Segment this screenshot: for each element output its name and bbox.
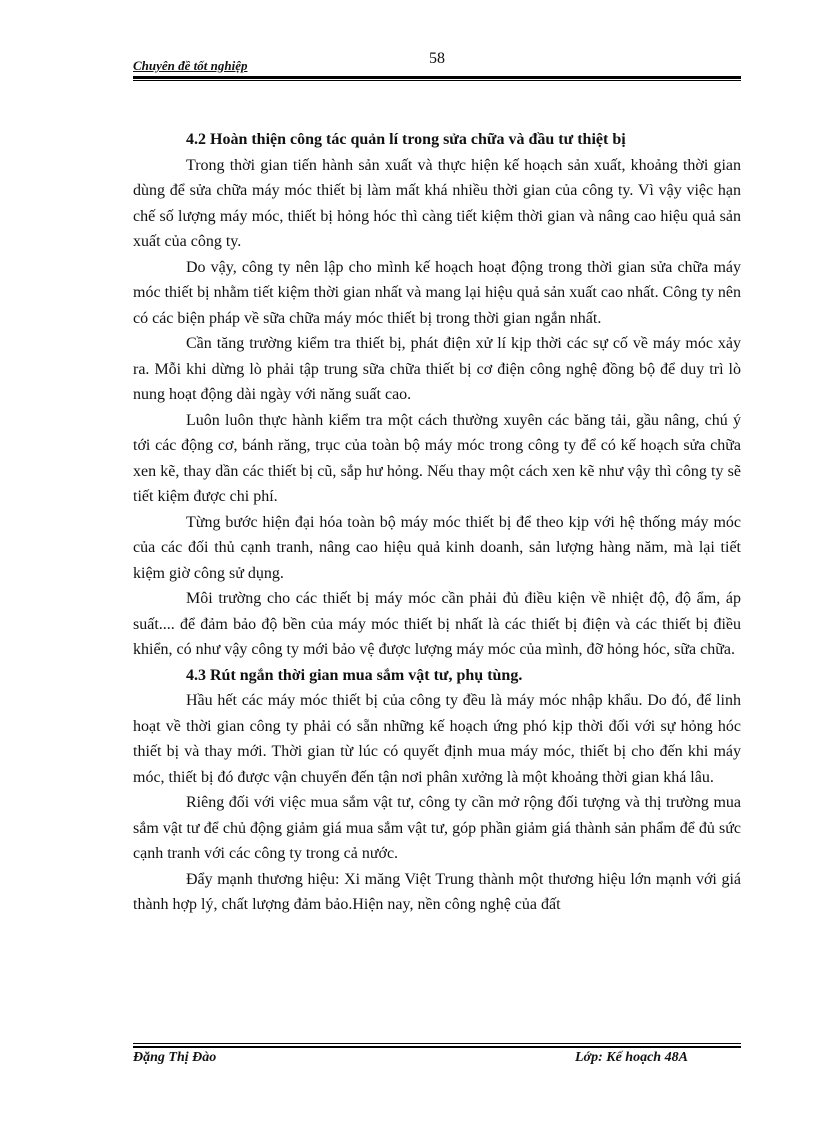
header-rule bbox=[133, 76, 741, 79]
paragraph: Từng bước hiện đại hóa toàn bộ máy móc thiết bị để theo kịp với hệ thống máy móc của các đối thủ cạnh tranh, nâng cao hiệu quả kinh doanh, sản lượng hàng năm, mà lại tiết kiệm giờ công sử dụng. bbox=[133, 513, 741, 582]
section-heading-4-2: 4.2 Hoàn thiện công tác quản lí trong sửa chữa và đầu tư thiệt bị bbox=[186, 131, 626, 148]
paragraph: Riêng đối với việc mua sắm vật tư, công ty cần mở rộng đối tượng và thị trường mua sắm vật tư để chủ động giảm giá mua sắm vật tư, góp phần giảm giá thành sản phẩm để đủ sức cạnh tranh với các công ty trong cả nước. bbox=[133, 794, 741, 862]
section-heading-4-3: 4.3 Rút ngắn thời gian mua sắm vật tư, phụ tùng. bbox=[186, 666, 523, 684]
footer-rule bbox=[133, 1046, 741, 1048]
footer-author: Đặng Thị Đào bbox=[133, 1050, 217, 1065]
paragraph: Luôn luôn thực hành kiểm tra một cách thường xuyên các băng tải, gầu nâng, chú ý tới các động cơ, bánh răng, trục của toàn bộ máy móc trong công ty để có kế hoạch sửa chữa xen kẽ, thay dần các thiết bị cũ, sắp hư hỏng. Nếu thay một cách xen kẽ như vậy thì công ty sẽ tiết kiệm được chi phí. bbox=[133, 411, 741, 505]
paragraph: Đẩy mạnh thương hiệu: Xi măng Việt Trung thành một thương hiệu lớn mạnh với giá thành hợp lý, chất lượng đảm bảo.Hiện nay, nền công nghệ của đất bbox=[133, 870, 741, 913]
page-number: 58 bbox=[429, 50, 445, 67]
header-rule-thin bbox=[133, 80, 741, 81]
footer-rule-thin bbox=[133, 1043, 741, 1044]
paragraph: Hầu hết các máy móc thiết bị của công ty đều là máy móc nhập khẩu. Do đó, để linh hoạt về thời gian công ty phải có sẵn những kế hoạch ứng phó kịp thời đối với sự hỏng hóc thiết bị và thay mới. Thời gian từ lúc có quyết định mua máy móc, thiết bị cho đến khi máy móc, thiết bị đó được vận chuyển đến tận nơi phân xưởng là một khoảng thời gian khá lâu. bbox=[133, 692, 741, 786]
paragraph: Cần tăng trường kiểm tra thiết bị, phát điện xử lí kịp thời các sự cố về máy móc xảy ra. Mỗi khi dừng lò phải tập trung sữa chữa thiết bị cơ điện công nghệ đồng bộ để duy trì lò nung hoạt động dài ngày với năng suất cao. bbox=[133, 335, 741, 403]
header-title: Chuyên đề tốt nghiệp bbox=[133, 58, 248, 73]
paragraph: Trong thời gian tiến hành sản xuất và thực hiện kế hoạch sản xuất, khoảng thời gian dùng để sửa chữa máy móc thiết bị làm mất khá nhiều thời gian của công ty. Vì vậy việc hạn chế số lượng máy móc, thiết bị hỏng hóc thì càng tiết kiệm thời gian và nâng cao hiệu quả sản xuất của công ty. bbox=[133, 156, 741, 250]
paragraph: Môi trường cho các thiết bị máy móc cần phải đủ điều kiện về nhiệt độ, độ ẩm, áp suất.... để đảm bảo độ bền của máy móc thiết bị nhất là các thiết bị điện và các thiết bị điều khiển, có như vậy công ty mới bảo vệ được lượng máy móc của mình, đỡ hỏng hóc, sữa chữa. bbox=[133, 590, 741, 658]
page-body bbox=[133, 127, 741, 918]
paragraph: Do vậy, công ty nên lập cho mình kế hoạch hoạt động trong thời gian sửa chữa máy móc thiết bị nhằm tiết kiệm thời gian nhất và mang lại hiệu quả sản xuất cao nhất. Công ty nên có các biện pháp về sữa chữa máy móc thiết bị trong thời gian ngắn nhất. bbox=[133, 258, 741, 327]
page-header bbox=[133, 50, 741, 78]
footer-class: Lớp: Kế hoạch 48A bbox=[575, 1050, 688, 1065]
